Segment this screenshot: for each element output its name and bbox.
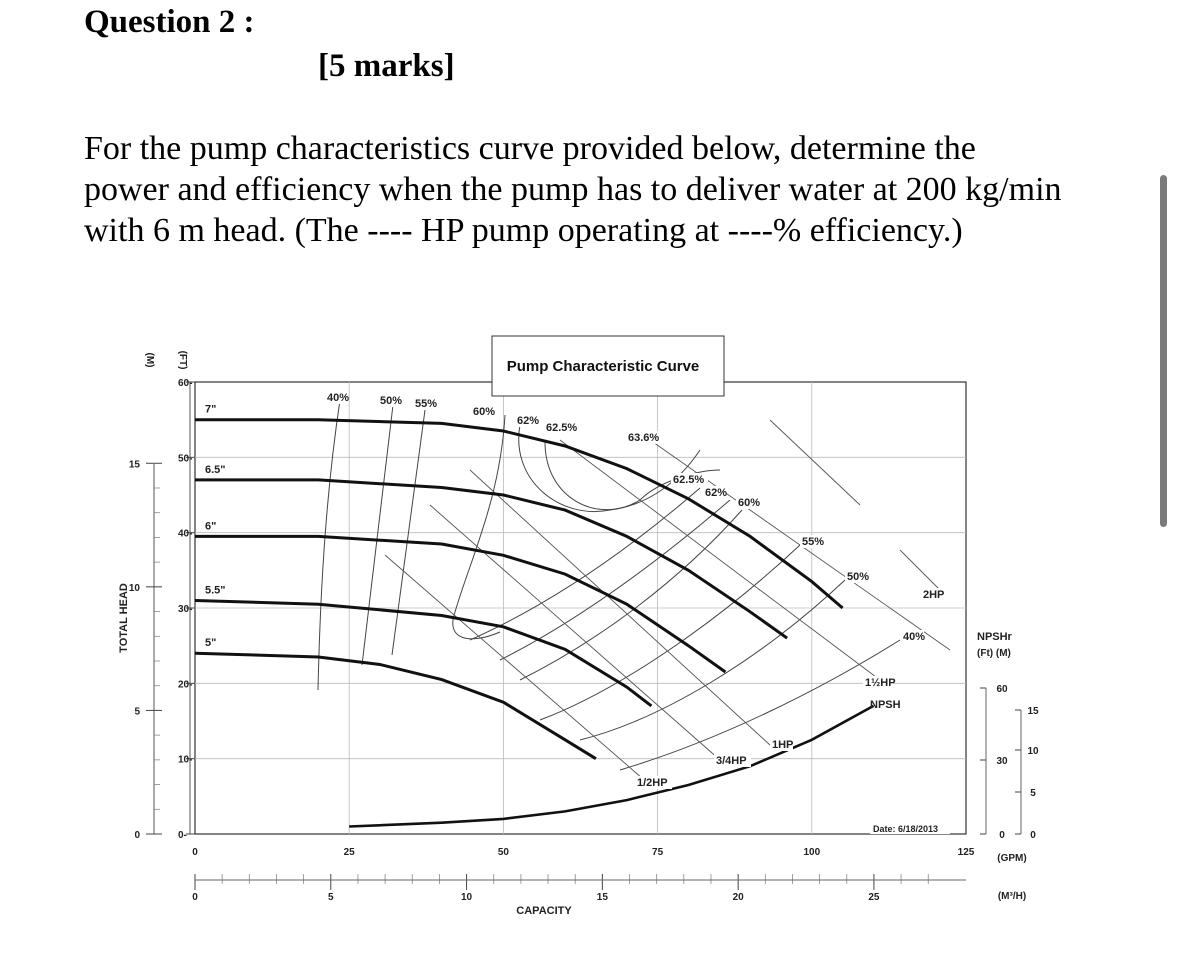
impeller-curve-label: 6.5" — [205, 463, 226, 476]
npsh-tick-label-ft: 30 — [996, 756, 1008, 767]
y-tick-label-m: 10 — [128, 582, 140, 594]
power-label: 1HP — [772, 739, 794, 751]
x-axis-label: CAPACITY — [516, 905, 572, 917]
x-tick-label-m3h: 10 — [461, 892, 473, 903]
efficiency-label: 55% — [415, 398, 438, 410]
efficiency-label: 63.6% — [628, 432, 660, 444]
efficiency-label: 60% — [738, 497, 761, 509]
x-unit-m3h: (M³/H) — [997, 891, 1027, 902]
x-tick-label-gpm: 50 — [497, 847, 509, 858]
question-line-2: power and efficiency when the pump has to deliver water at 200 kg/min — [84, 171, 1062, 208]
y-ticks — [129, 378, 195, 841]
x-tick-label-m3h: 15 — [596, 892, 608, 903]
x-tick-label-gpm: 75 — [652, 847, 664, 858]
question-marks: [5 marks] — [318, 48, 455, 84]
impeller-curve-label: 7" — [205, 403, 217, 416]
question-title: Question 2 : — [84, 4, 255, 40]
chart-date: Date: 6/18/2013 — [873, 824, 939, 834]
y-tick-label-ft: 40- — [178, 528, 193, 540]
y-tick-label-ft: 0- — [178, 830, 187, 841]
scrollbar[interactable] — [1160, 175, 1167, 527]
x-tick-label-m3h: 20 — [732, 892, 744, 903]
npsh-axis-units: (Ft) (M) — [977, 648, 1011, 659]
y-unit-m: (M) — [144, 352, 155, 368]
impeller-curve-label: 5" — [205, 637, 217, 650]
efficiency-label: 40% — [327, 392, 350, 404]
efficiency-label: 62% — [517, 415, 540, 427]
npsh-curve-label: NPSH — [870, 699, 901, 711]
x-tick-label-m3h: 0 — [192, 892, 198, 903]
efficiency-label: 62% — [705, 487, 728, 499]
y-tick-label-m: 0 — [134, 830, 140, 841]
y-tick-label-ft: 20- — [178, 679, 193, 691]
x-tick-label-m3h: 5 — [328, 892, 334, 903]
npsh-tick-label-m: 10 — [1027, 746, 1039, 757]
y-tick-label-m: 15 — [128, 459, 140, 471]
efficiency-label: 55% — [802, 536, 825, 548]
efficiency-label: 62.5% — [673, 474, 705, 486]
impeller-curve-label: 5.5" — [205, 584, 226, 597]
chart-title: Pump Characteristic Curve — [506, 358, 700, 375]
x-tick-label-m3h: 25 — [868, 892, 880, 903]
efficiency-label: 50% — [847, 571, 870, 583]
x-tick-label-gpm: 100 — [803, 847, 821, 858]
npsh-tick-label-m: 15 — [1027, 706, 1039, 717]
x-tick-label-gpm: 0 — [192, 847, 198, 858]
npsh-tick-label-ft: 60 — [996, 684, 1008, 695]
x-unit-gpm: (GPM) — [997, 853, 1027, 864]
y-tick-label-ft: 50- — [178, 453, 193, 465]
npsh-axis-title: NPSHr — [977, 631, 1012, 643]
power-label: 2HP — [923, 589, 945, 601]
x-ticks — [192, 847, 975, 903]
efficiency-label: 40% — [903, 631, 926, 643]
npsh-ticks — [980, 684, 1039, 841]
y-unit-ft: (FT) — [177, 350, 188, 370]
impeller-curve-label: 6" — [205, 520, 217, 533]
power-label: 3/4HP — [716, 755, 747, 767]
power-label: 1/2HP — [637, 777, 668, 789]
question-line-1: For the pump characteristics curve provided below, determine the — [84, 130, 976, 167]
y-tick-label-ft: 10- — [178, 754, 193, 766]
npsh-tick-label-ft: 0 — [999, 830, 1005, 841]
y-axis-label: TOTAL HEAD — [118, 583, 130, 653]
efficiency-label: 50% — [380, 395, 403, 407]
npsh-tick-label-m: 5 — [1030, 788, 1036, 799]
efficiency-label: 60% — [473, 406, 496, 418]
efficiency-label: 62.5% — [546, 422, 578, 434]
y-tick-label-ft: 30- — [178, 604, 193, 615]
power-label: 1½HP — [865, 677, 896, 689]
x-tick-label-gpm: 125 — [957, 847, 975, 858]
y-tick-label-m: 5 — [134, 706, 140, 718]
npsh-tick-label-m: 0 — [1030, 830, 1036, 841]
question-line-3: with 6 m head. (The ---- HP pump operating at ----% efficiency.) — [84, 212, 963, 249]
y-tick-label-ft: 60- — [178, 378, 193, 389]
x-tick-label-gpm: 25 — [343, 847, 355, 858]
